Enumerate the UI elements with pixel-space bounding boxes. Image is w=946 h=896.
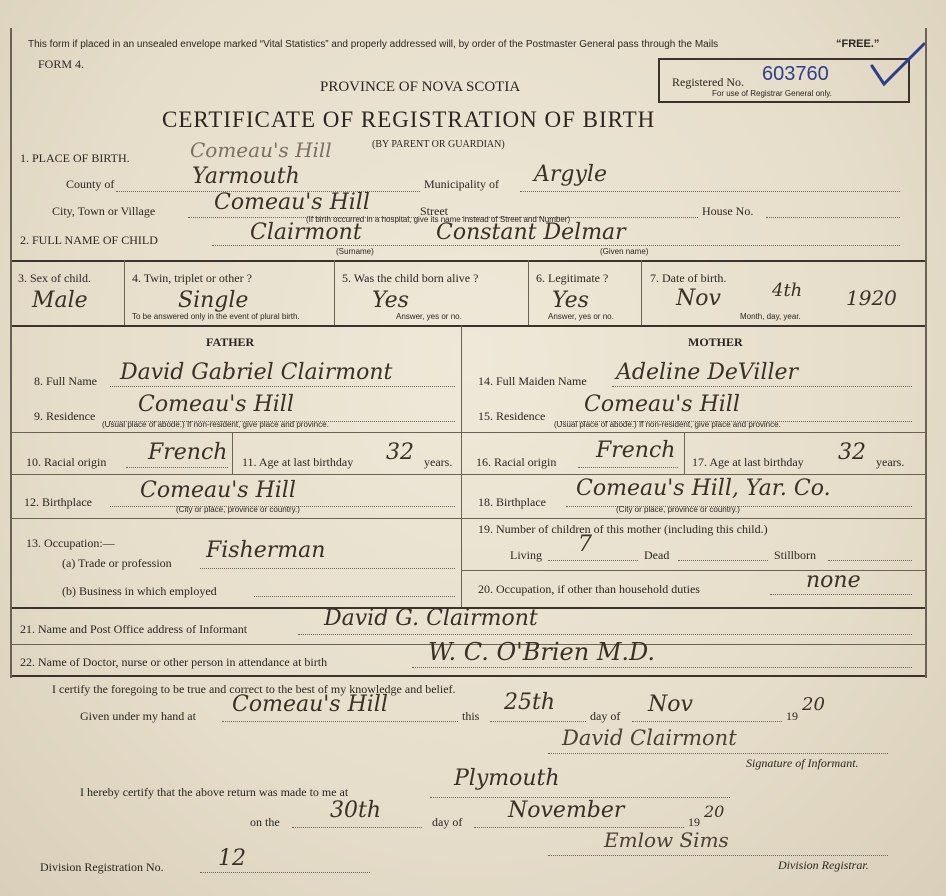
mother-birthplace-note: (City or place, province or country.): [616, 505, 740, 514]
division-registration-number: 12: [218, 846, 246, 871]
certify-this-label: this: [462, 709, 480, 723]
legitimate-note: Answer, yes or no.: [548, 312, 614, 321]
given-under-label: Given under my hand at: [80, 709, 196, 723]
mother-age: 32: [838, 440, 866, 465]
date-year: 1920: [846, 286, 897, 310]
city-value: Comeau's Hill: [214, 190, 370, 215]
business-label: (b) Business in which employed: [62, 584, 217, 598]
mother-birthplace-label: 18. Birthplace: [478, 495, 546, 509]
living-label: Living: [510, 548, 542, 562]
mother-race-label: 16. Racial origin: [476, 455, 557, 469]
mother-residence-label: 15. Residence: [478, 409, 546, 423]
doctor-value: W. C. O'Brien M.D.: [428, 638, 656, 666]
father-trade: Fisherman: [206, 538, 326, 563]
hospital-note: (If birth occurred in a hospital, give its name instead of Street and Number): [306, 215, 571, 224]
mother-years: years.: [876, 455, 905, 469]
street-label: Street: [420, 204, 448, 218]
province-heading: PROVINCE OF NOVA SCOTIA: [320, 79, 521, 95]
sex-value: Male: [32, 288, 88, 313]
legitimate-value: Yes: [552, 288, 589, 313]
registrar-statement: I hereby certify that the above return was made to me at: [80, 785, 349, 799]
date-month: Nov: [676, 286, 721, 311]
twin-label: 4. Twin, triplet or other ?: [132, 271, 252, 285]
certify-day-of-label: day of: [590, 709, 621, 723]
father-years: years.: [424, 455, 453, 469]
legitimate-label: 6. Legitimate ?: [536, 271, 609, 285]
twin-note: To be answered only in the event of plural birth.: [132, 312, 300, 321]
certify-year: 20: [802, 694, 825, 715]
father-heading: FATHER: [206, 335, 255, 349]
date-note: Month, day, year.: [740, 312, 801, 321]
registrar-day: 30th: [330, 798, 382, 823]
certify-day: 25th: [504, 690, 556, 715]
given-name-caption: (Given name): [600, 247, 649, 256]
father-race: French: [148, 440, 228, 465]
mother-residence: Comeau's Hill: [584, 392, 740, 417]
father-residence-label: 9. Residence: [34, 409, 96, 423]
alive-label: 5. Was the child born alive ?: [342, 271, 479, 285]
registrar-year-prefix: 19: [688, 815, 700, 829]
alive-value: Yes: [372, 288, 409, 313]
child-surname: Clairmont: [250, 220, 362, 245]
municipality-label: Municipality of: [424, 177, 499, 191]
mother-name-label: 14. Full Maiden Name: [478, 374, 587, 388]
mother-heading: MOTHER: [688, 335, 743, 349]
form-number: FORM 4.: [38, 57, 85, 71]
date-label: 7. Date of birth.: [650, 271, 727, 285]
certify-statement: I certify the foregoing to be true and correct to the best of my knowledge and belief.: [52, 682, 456, 696]
trade-label: (a) Trade or profession: [62, 556, 172, 570]
registrar-note: For use of Registrar General only.: [712, 89, 832, 98]
alive-note: Answer, yes or no.: [396, 312, 462, 321]
registrar-year: 20: [704, 802, 725, 821]
registrar-on-label: on the: [250, 815, 280, 829]
father-name: David Gabriel Clairmont: [120, 360, 393, 385]
child-given-name: Constant Delmar: [436, 220, 626, 245]
registrar-signature-caption: Division Registrar.: [778, 858, 869, 872]
father-age-label: 11. Age at last birthday: [242, 455, 354, 469]
mother-abode-note: (Usual place of abode.) If non-resident, give place and province.: [554, 420, 781, 429]
house-label: House No.: [702, 204, 754, 218]
father-occupation-label: 13. Occupation:—: [26, 536, 115, 550]
place-of-birth-label: 1. PLACE OF BIRTH.: [20, 151, 130, 165]
registrar-signature: Emlow Sims: [604, 828, 729, 852]
registrar-month: November: [508, 798, 625, 823]
mother-race: French: [596, 438, 676, 463]
father-race-label: 10. Racial origin: [26, 455, 107, 469]
date-day: 4th: [772, 280, 803, 301]
father-age: 32: [386, 440, 414, 465]
mother-name: Adeline DeViller: [616, 360, 799, 385]
surname-caption: (Surname): [336, 247, 374, 256]
registrar-place: Plymouth: [454, 766, 560, 791]
mother-age-label: 17. Age at last birthday: [692, 455, 804, 469]
registered-label: Registered No.: [672, 75, 744, 89]
postal-notice-free: “FREE.”: [836, 38, 880, 50]
stillborn-label: Stillborn: [774, 548, 817, 562]
informant-label: 21. Name and Post Office address of Informant: [20, 622, 248, 636]
division-registration-label: Division Registration No.: [40, 860, 164, 874]
informant-signature: David Clairmont: [562, 726, 737, 750]
certificate-subtitle: (BY PARENT OR GUARDIAN): [372, 139, 505, 150]
certify-year-prefix: 19: [786, 709, 798, 723]
informant-value: David G. Clairmont: [324, 606, 538, 631]
sex-label: 3. Sex of child.: [18, 271, 91, 285]
city-label: City, Town or Village: [52, 204, 156, 218]
county-value: Yarmouth: [192, 164, 300, 189]
mother-birthplace: Comeau's Hill, Yar. Co.: [576, 476, 831, 501]
father-abode-note: (Usual place of abode.) If non-resident, give place and province.: [102, 420, 329, 429]
certify-month: Nov: [648, 692, 693, 717]
living-count: 7: [578, 532, 592, 557]
mother-occupation-label: 20. Occupation, if other than household duties: [478, 582, 700, 596]
registered-number: 603760: [762, 63, 829, 85]
postal-notice: This form if placed in an unsealed envelope marked “Vital Statistics” and properly addressed will, by order of the Postmaster General pass through the Mails: [28, 39, 719, 50]
children-count-label: 19. Number of children of this mother (including this child.): [478, 522, 768, 536]
twin-value: Single: [178, 288, 249, 313]
father-birthplace-note: (City or place, province or country.): [176, 505, 300, 514]
certificate-title: CERTIFICATE OF REGISTRATION OF BIRTH: [162, 107, 656, 132]
father-name-label: 8. Full Name: [34, 374, 97, 388]
informant-signature-caption: Signature of Informant.: [746, 756, 859, 770]
doctor-label: 22. Name of Doctor, nurse or other person in attendance at birth: [20, 655, 328, 669]
check-mark-icon: [868, 40, 928, 90]
mother-occupation: none: [806, 568, 861, 593]
certify-place: Comeau's Hill: [232, 692, 388, 717]
place-of-birth-value: Comeau's Hill: [190, 138, 332, 162]
county-label: County of: [66, 177, 115, 191]
dead-label: Dead: [644, 548, 670, 562]
registrar-day-of-label: day of: [432, 815, 463, 829]
father-birthplace-label: 12. Birthplace: [24, 495, 92, 509]
child-name-label: 2. FULL NAME OF CHILD: [20, 233, 158, 247]
father-birthplace: Comeau's Hill: [140, 478, 296, 503]
father-residence: Comeau's Hill: [138, 392, 294, 417]
municipality-value: Argyle: [534, 162, 607, 187]
